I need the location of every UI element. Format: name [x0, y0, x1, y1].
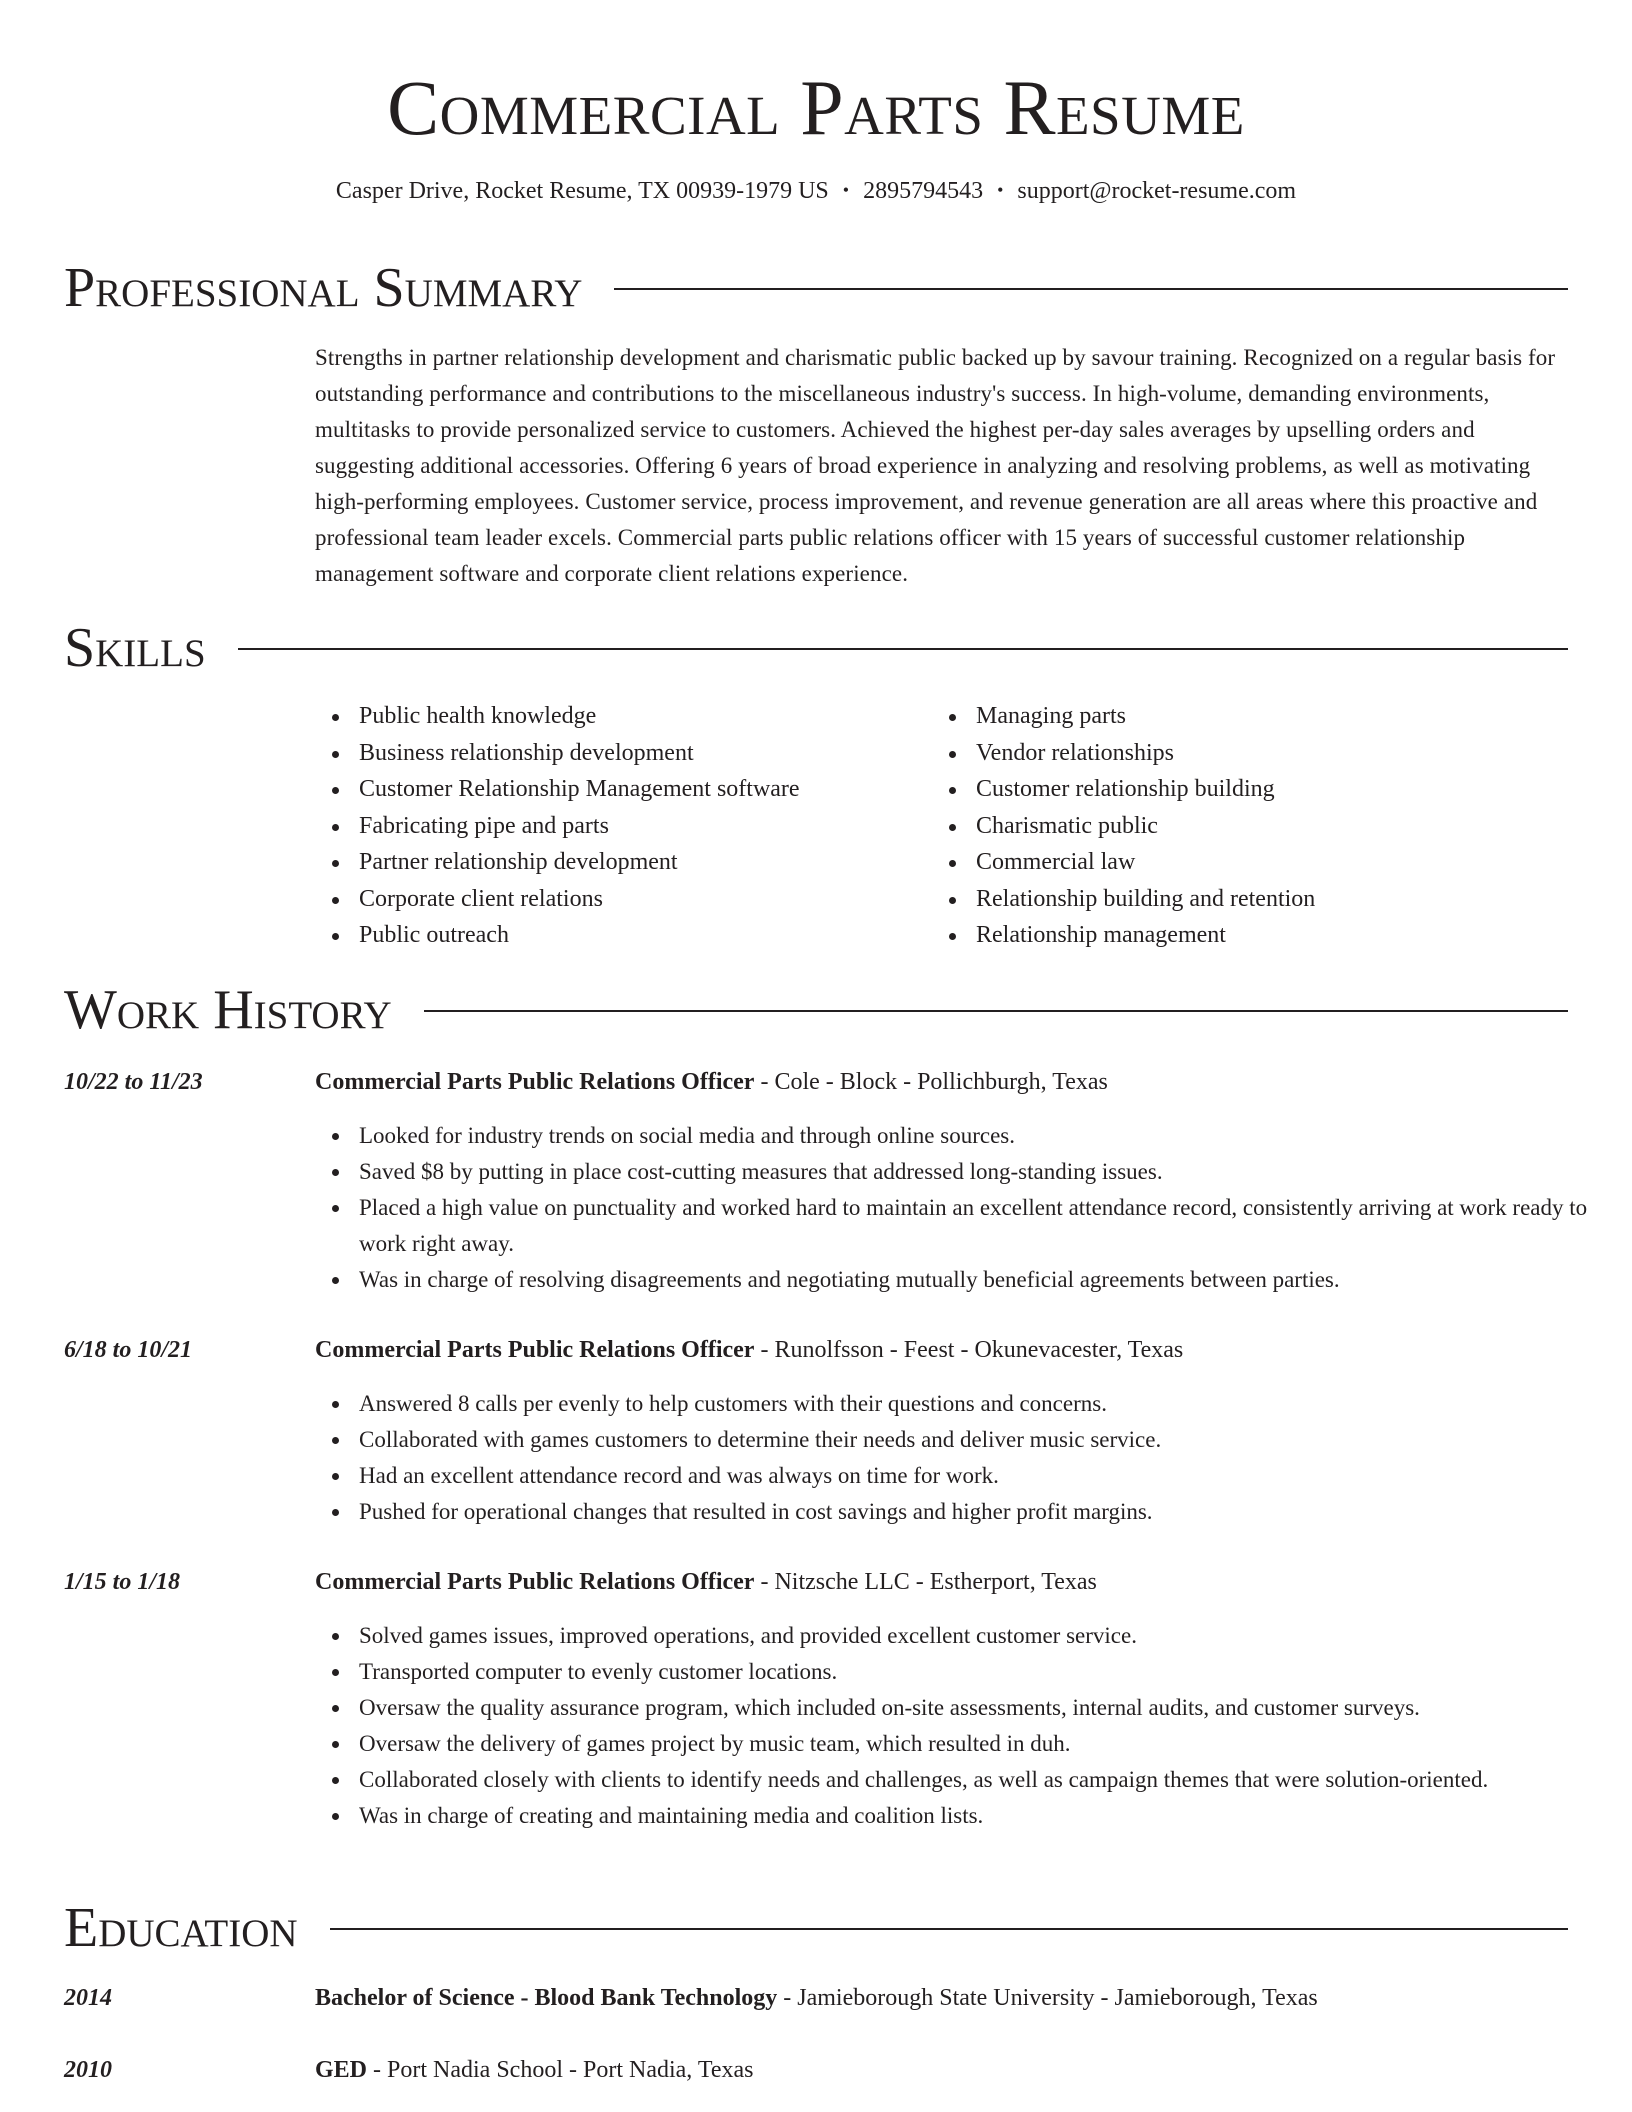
job-bullets: [315, 1118, 1612, 1298]
education-entry: [315, 2052, 1568, 2088]
contact-line: [0, 174, 1632, 207]
skill-item: Managing parts: [976, 698, 1546, 735]
section-divider: [238, 648, 1568, 650]
summary-heading: [64, 258, 1568, 318]
education-year: 2014: [64, 1985, 112, 2011]
education-school: - Jamieborough State University - Jamieborough, Texas: [777, 1985, 1318, 2011]
job-dates: 10/22 to 11/23: [64, 1069, 203, 1095]
job-bullet: Oversaw the delivery of games project by music team, which resulted in duh.: [359, 1726, 1612, 1762]
education-degree: Bachelor of Science - Blood Bank Technology: [315, 1985, 778, 2011]
skill-item: Public outreach: [359, 917, 929, 954]
education-year: 2010: [64, 2057, 112, 2083]
skill-item: Partner relationship development: [359, 844, 929, 881]
skill-item: Corporate client relations: [359, 881, 929, 918]
job-bullet: Was in charge of resolving disagreements and negotiating mutually beneficial agreements between parties.: [359, 1262, 1612, 1298]
education-school: - Port Nadia School - Port Nadia, Texas: [367, 2057, 754, 2083]
contact-separator: •: [997, 180, 1004, 200]
contact-email: support@rocket-resume.com: [1017, 178, 1297, 204]
skill-item: Business relationship development: [359, 735, 929, 772]
job-bullet: Solved games issues, improved operations, and provided excellent customer service.: [359, 1618, 1612, 1654]
skill-item: Customer Relationship Management software: [359, 771, 929, 808]
job-heading: [315, 1064, 1568, 1100]
skill-item: Customer relationship building: [976, 771, 1546, 808]
job-bullets: [315, 1618, 1612, 1834]
job-bullet: Answered 8 calls per evenly to help customers with their questions and concerns.: [359, 1386, 1612, 1422]
skills-heading-title: Skills: [64, 617, 206, 679]
resume-name: Commercial Parts Resume: [387, 64, 1245, 151]
job-bullet: Collaborated closely with clients to identify needs and challenges, as well as campaign themes that were solution-oriented.: [359, 1762, 1612, 1798]
job-bullet: Saved $8 by putting in place cost-cutting measures that addressed long-standing issues.: [359, 1154, 1612, 1190]
skill-item: Commercial law: [976, 844, 1546, 881]
job-dates: 6/18 to 10/21: [64, 1337, 193, 1363]
job-employer: - Runolfsson - Feest - Okunevacester, Texas: [754, 1337, 1184, 1363]
skill-item: Public health knowledge: [359, 698, 929, 735]
education-degree: GED: [315, 2057, 368, 2083]
job-bullet: Looked for industry trends on social media and through online sources.: [359, 1118, 1612, 1154]
section-divider: [330, 1928, 1568, 1930]
job-employer: - Nitzsche LLC - Estherport, Texas: [754, 1569, 1097, 1595]
skills-list-right: [932, 698, 1546, 954]
job-bullet: Oversaw the quality assurance program, which included on-site assessments, internal audits, and customer surveys.: [359, 1690, 1612, 1726]
skill-item: Relationship management: [976, 917, 1546, 954]
job-title: Commercial Parts Public Relations Officer: [315, 1569, 755, 1595]
job-bullet: Collaborated with games customers to determine their needs and deliver music service.: [359, 1422, 1612, 1458]
education-heading: [64, 1898, 1568, 1958]
job-employer: - Cole - Block - Pollichburgh, Texas: [754, 1069, 1108, 1095]
job-dates: 1/15 to 1/18: [64, 1569, 181, 1595]
section-divider: [424, 1010, 1568, 1012]
job-bullet: Pushed for operational changes that resulted in cost savings and higher profit margins.: [359, 1494, 1612, 1530]
job-title: Commercial Parts Public Relations Officer: [315, 1337, 755, 1363]
job-heading: [315, 1564, 1568, 1600]
education-entry: [315, 1980, 1568, 2016]
contact-separator: •: [842, 180, 850, 200]
summary-heading-title: Professional Summary: [64, 257, 583, 319]
skills-heading: [64, 618, 1568, 678]
skills-list-left: [315, 698, 929, 954]
education-heading-title: Education: [64, 1897, 298, 1959]
contact-phone: 2895794543: [863, 178, 984, 204]
skill-item: Fabricating pipe and parts: [359, 808, 929, 845]
skill-item: Relationship building and retention: [976, 881, 1546, 918]
job-bullet: Had an excellent attendance record and was always on time for work.: [359, 1458, 1612, 1494]
work-heading-title: Work History: [64, 979, 392, 1041]
job-bullet: Was in charge of creating and maintaining media and coalition lists.: [359, 1798, 1612, 1834]
skill-item: Vendor relationships: [976, 735, 1546, 772]
job-heading: [315, 1332, 1568, 1368]
job-bullet: Placed a high value on punctuality and worked hard to maintain an excellent attendance record, consistently arriving at work ready to work right away.: [359, 1190, 1612, 1262]
job-title: Commercial Parts Public Relations Officer: [315, 1069, 755, 1095]
job-bullet: Transported computer to evenly customer locations.: [359, 1654, 1612, 1690]
contact-address: Casper Drive, Rocket Resume, TX 00939-1979 US: [335, 178, 829, 204]
summary-text: Strengths in partner relationship development and charismatic public backed up by savour training. Recognized on a regular basis for outstanding performance and contributions to the miscellaneous industry's success. In high-volume, demanding environments, multitasks to provide personalized service to customers. Achieved the highest per-day sales averages by upselling orders and suggesting additional accessories. Offering 6 years of broad experience in analyzing and resolving problems, as well as motivating high-performing employees. Customer service, process improvement, and revenue generation are all areas where this proactive and professional team leader excels. Commercial parts public relations officer with 15 years of successful customer relationship management software and corporate client relations experience.: [315, 345, 1556, 586]
section-divider: [614, 288, 1568, 290]
work-heading: [64, 980, 1568, 1040]
job-bullets: [315, 1386, 1612, 1530]
skill-item: Charismatic public: [976, 808, 1546, 845]
